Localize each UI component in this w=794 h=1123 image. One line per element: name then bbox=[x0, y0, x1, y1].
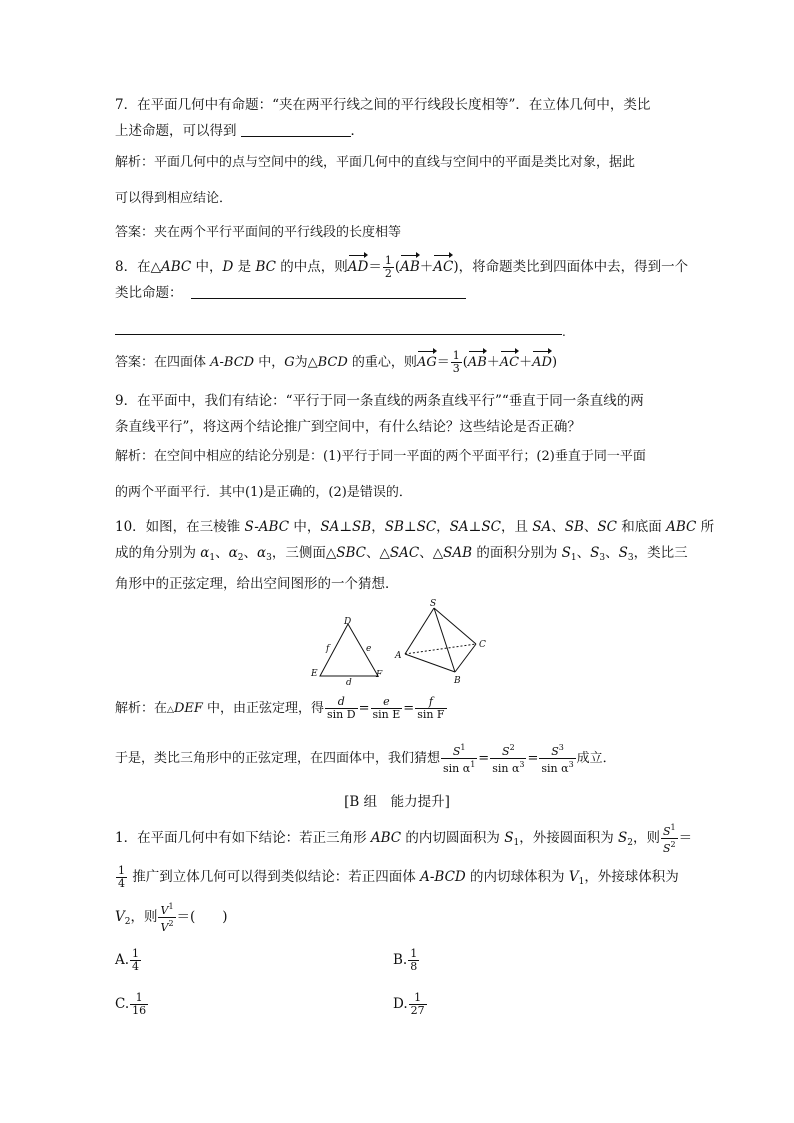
q8-answer bbox=[115, 350, 680, 376]
b1-option-b-value bbox=[408, 948, 419, 973]
q10-line3: 角形中的正弦定理，给出空间图形的一个猜想． bbox=[115, 576, 399, 592]
q8-text-6: 类比命题： bbox=[115, 285, 183, 301]
q10-conclusion bbox=[115, 742, 680, 775]
q10-analysis-line bbox=[115, 696, 680, 723]
q10-s: S bbox=[244, 519, 255, 535]
q7-stem-line1: 7．在平面几何中有命题：“夹在两平行线之间的平行线段长度相等”．在立体几何中，类比 bbox=[115, 97, 651, 113]
q8-ans-text-2: 中， bbox=[254, 355, 285, 370]
q10-sac: SAC bbox=[389, 545, 420, 561]
b1-text-7: ，外接球体积为 bbox=[584, 869, 679, 885]
q10-frac-d-den: sin D bbox=[327, 708, 356, 721]
q10-frac-f-sinf bbox=[415, 696, 446, 721]
q10-block bbox=[115, 514, 715, 597]
q10-frac-s2-den-sup: 3 bbox=[519, 760, 525, 769]
edge-sa bbox=[405, 608, 434, 654]
q9-analysis-line2: 的两个平面平行．其中(1)是正确的，(2)是错误的． bbox=[115, 485, 412, 500]
b1-ratio-v-den bbox=[158, 917, 175, 934]
q10-frac-s2-den bbox=[490, 758, 526, 775]
b1-v1: V bbox=[568, 869, 579, 885]
q8-answer-line bbox=[115, 350, 680, 376]
q10-frac-s2 bbox=[490, 742, 526, 775]
q10-eq-4: = bbox=[527, 751, 539, 766]
b1-option-c-den: 16 bbox=[132, 1004, 147, 1017]
q8-stem-line1 bbox=[115, 254, 689, 280]
q7-answer bbox=[115, 220, 680, 246]
q9-stem-line2: 条直线平行”，将这两个结论推广到空间中，有什么结论？这些结论是否正确？ bbox=[115, 419, 581, 435]
q10-frac-f-num: f bbox=[428, 695, 433, 708]
label-side-e: e bbox=[366, 644, 372, 654]
q10-frac-e-sine bbox=[371, 696, 403, 721]
q10-text-8: 、△ bbox=[366, 545, 390, 561]
b1-option-c[interactable] bbox=[115, 992, 149, 1017]
b1-v2: V bbox=[115, 909, 125, 925]
b1-quarter bbox=[116, 865, 127, 890]
q10-frac-s1-den bbox=[441, 758, 477, 775]
q10-dun-5: 、 bbox=[576, 545, 591, 561]
q8-bc: BC bbox=[255, 259, 276, 275]
q10-alpha-1-sub: 1 bbox=[209, 553, 216, 563]
b1-option-a-value bbox=[130, 948, 141, 973]
q8-text-4: 的中点，则 bbox=[275, 259, 348, 275]
q8-stem-line2 bbox=[115, 280, 680, 306]
q8-third-num: 1 bbox=[452, 349, 460, 362]
b1-option-a-label: A. bbox=[115, 952, 130, 968]
q8-text-5: ，将命题类比到四面体中去，得到一个 bbox=[458, 259, 689, 275]
q8-ans-vector-ac: AC bbox=[500, 350, 519, 376]
q10-frac-s3-sin: sin α bbox=[541, 762, 569, 775]
q8-ans-plus-2: ＋ bbox=[519, 355, 533, 370]
b1-option-c-num: 1 bbox=[135, 991, 143, 1004]
q9-stem-line1: 9．在平面中，我们有结论：“平行于同一条直线的两条直线平行”“垂直于同一条直线的两 bbox=[115, 393, 644, 409]
q9-analysis bbox=[115, 444, 680, 470]
q10-sep-2: ， bbox=[436, 519, 450, 535]
q8-vector-ad: AD bbox=[348, 254, 369, 280]
q10-s1-sub: 1 bbox=[570, 553, 577, 563]
label-b-vertex: B bbox=[454, 676, 461, 686]
b1-ratio-v-num-v: V bbox=[160, 904, 169, 917]
label-e-vertex: E bbox=[311, 669, 318, 679]
q7-answer-blank bbox=[241, 122, 351, 137]
q7-answer-text: 答案：夹在两个平行平面间的平行线段的长度相等 bbox=[115, 225, 402, 240]
b1-ratio-s-den-s: S bbox=[663, 842, 671, 855]
q8-ans-rparen: ) bbox=[551, 355, 558, 370]
q10-text-9: 、△ bbox=[419, 545, 444, 561]
b1-ratio-v-num bbox=[158, 901, 175, 917]
q10-concl-text-1: 于是，类比三角形中的正弦定理，在四面体中，我们猜想 bbox=[115, 751, 441, 766]
q10-frac-d-sind bbox=[325, 696, 358, 721]
q10-eq-3: = bbox=[478, 751, 490, 766]
label-s-vertex: S bbox=[430, 599, 437, 609]
q10-s3: S bbox=[618, 545, 628, 561]
q8-abcd: A-BCD bbox=[210, 355, 255, 370]
q8-half-num: 1 bbox=[384, 254, 392, 267]
b1-option-a-den: 4 bbox=[132, 960, 140, 973]
q8-ans-text-4: 的重心，则 bbox=[347, 355, 417, 370]
b1-text-6: 的内切球体积为 bbox=[465, 869, 569, 885]
b1-option-b-label: B. bbox=[393, 952, 408, 968]
q10-frac-s1-den-sup: 1 bbox=[470, 760, 476, 769]
b1-text-1: 1．在平面几何中有如下结论：若正三角形 bbox=[115, 830, 371, 846]
label-side-d: d bbox=[346, 678, 352, 686]
b1-option-a-num: 1 bbox=[132, 947, 140, 960]
q7-analysis bbox=[115, 150, 680, 176]
b1-ratio-s-den bbox=[661, 838, 678, 855]
q10-analysis bbox=[115, 696, 680, 723]
b1-option-b-num: 1 bbox=[410, 947, 418, 960]
q10-dun-6: 、 bbox=[605, 545, 619, 561]
q8-half-fraction bbox=[383, 255, 394, 280]
q10-frac-s2-s: S bbox=[502, 745, 510, 758]
q10-sb: SB bbox=[564, 519, 584, 535]
q10-s2-sub: 3 bbox=[599, 553, 606, 563]
q10-dun-1: 、 bbox=[551, 519, 565, 535]
edge-ab bbox=[405, 654, 455, 672]
q10-text-1: 10．如图，在三棱锥 bbox=[115, 519, 245, 535]
b1-abcd: A-BCD bbox=[420, 869, 466, 885]
q10-frac-s2-sin: sin α bbox=[492, 762, 520, 775]
b1-ratio-s-den-sup: 2 bbox=[670, 840, 676, 849]
q10-concl-text-2: 成立． bbox=[576, 751, 616, 766]
q8-vector-ab: AB bbox=[400, 254, 420, 280]
q10-eq-1: = bbox=[358, 701, 370, 716]
q10-s3-sub: 3 bbox=[627, 553, 634, 563]
q8-plus: ＋ bbox=[419, 259, 434, 275]
q10-frac-e-num: e bbox=[383, 695, 390, 708]
q10-text-5: 所 bbox=[696, 519, 715, 535]
q8-ans-text-3: 为△ bbox=[294, 355, 318, 370]
label-a-vertex: A bbox=[395, 651, 402, 661]
b1-block bbox=[115, 822, 693, 935]
q10-dun-2: 、 bbox=[583, 519, 598, 535]
triangle-def-figure bbox=[306, 614, 386, 686]
q8-half-den: 2 bbox=[384, 267, 392, 280]
q10-text-10: 的面积分别为 bbox=[472, 545, 562, 561]
q8-text-1: 8．在△ bbox=[115, 259, 161, 275]
b1-v1-sub: 1 bbox=[578, 877, 585, 887]
q8-bcd: BCD bbox=[317, 355, 348, 370]
q10-ana-text-1: 解析：在 bbox=[115, 701, 168, 716]
q10-sb-perp-sc: SB⊥SC bbox=[384, 519, 437, 535]
q10-dun-4: 、 bbox=[243, 545, 258, 561]
q10-frac-s1-s: S bbox=[452, 745, 461, 758]
b1-ratio-v bbox=[158, 901, 175, 934]
label-d-vertex: D bbox=[344, 617, 352, 627]
q10-sab: SAB bbox=[443, 545, 473, 561]
q10-frac-s3-s: S bbox=[551, 745, 559, 758]
q10-alpha-2-sub: 2 bbox=[237, 553, 244, 563]
b1-s1: S bbox=[504, 830, 514, 846]
q9-analysis-line1: 解析：在空间中相应的结论分别是：(1)平行于同一平面的两个平面平行；(2)垂直于同一平面 bbox=[115, 449, 646, 464]
q10-alpha-1: α bbox=[200, 545, 210, 561]
q10-frac-s1-num bbox=[451, 742, 468, 758]
q10-frac-s1 bbox=[441, 742, 477, 775]
q8-ans-lparen: ( bbox=[462, 355, 468, 370]
q8-equals: ＝ bbox=[368, 259, 382, 275]
q8-point-g: G bbox=[284, 355, 295, 370]
q10-abc: ABC bbox=[666, 519, 697, 535]
b1-s1-sub: 1 bbox=[513, 838, 520, 848]
q10-ana-text-2: 中，由正弦定理，得 bbox=[202, 701, 325, 716]
q10-frac-s3 bbox=[539, 742, 575, 775]
b1-ratio-v-den-sub: 2 bbox=[168, 919, 174, 928]
q10-frac-d-num: d bbox=[337, 695, 345, 708]
q8-ans-vector-ad: AD bbox=[532, 350, 552, 376]
q10-sa-perp-sc: SA⊥SC bbox=[449, 519, 501, 535]
b1-option-b-den: 8 bbox=[410, 960, 418, 973]
q10-alpha-2: α bbox=[228, 545, 238, 561]
q10-frac-s2-num bbox=[500, 742, 517, 758]
b1-text-5: 推广到立体几何可以得到类似结论：若正四面体 bbox=[128, 869, 421, 885]
q8-point-d: D bbox=[222, 259, 234, 275]
q10-text-3: ，且 bbox=[500, 519, 533, 535]
q10-ana-def: DEF bbox=[173, 701, 203, 716]
b1-option-b[interactable] bbox=[393, 948, 420, 973]
q7-analysis-line2: 可以得到相应结论． bbox=[115, 191, 233, 206]
b1-text-4: ，则 bbox=[633, 830, 660, 846]
q10-frac-s1-sup: 1 bbox=[460, 743, 466, 752]
q7-stem-line2 bbox=[115, 118, 680, 144]
q10-s2: S bbox=[590, 545, 600, 561]
b1-text-9: ＝( ) bbox=[176, 909, 228, 925]
q8-answer-blank-2 bbox=[115, 334, 562, 335]
q8-ans-equals: ＝ bbox=[436, 355, 450, 370]
b1-line1 bbox=[115, 822, 693, 856]
q10-text-6: 成的角分别为 bbox=[115, 545, 201, 561]
q7-analysis-2 bbox=[115, 186, 680, 212]
q7-analysis-line1: 解析：平面几何中的点与空间中的线，平面几何中的直线与空间中的平面是类比对象，据此 bbox=[115, 155, 636, 170]
q10-frac-e-den: sin E bbox=[372, 708, 401, 721]
q10-conclusion-line bbox=[115, 742, 680, 775]
b1-ratio-s-num bbox=[661, 822, 678, 838]
q8-ans-vector-ab: AB bbox=[468, 350, 487, 376]
q10-text-4: 和底面 bbox=[617, 519, 667, 535]
b1-ratio-s-num-sup: 1 bbox=[670, 823, 676, 832]
q7-block bbox=[115, 92, 680, 144]
q8-answer-blank-1 bbox=[191, 284, 466, 299]
q10-text-2: 中， bbox=[289, 519, 321, 535]
q8-text-2: 中， bbox=[191, 259, 223, 275]
b1-option-d-num: 1 bbox=[414, 991, 422, 1004]
q10-frac-s3-num bbox=[549, 742, 566, 758]
q8-lparen: ( bbox=[394, 259, 401, 275]
b1-v2-sub: 2 bbox=[124, 917, 131, 927]
q8-third-fraction bbox=[451, 350, 462, 375]
q10-s1: S bbox=[561, 545, 571, 561]
q8-block bbox=[115, 254, 689, 306]
q8-vector-ac: AC bbox=[433, 254, 453, 280]
q8-rparen: ) bbox=[453, 259, 459, 275]
b1-quarter-num: 1 bbox=[118, 864, 125, 877]
q10-frac-f-den: sin F bbox=[417, 708, 445, 721]
b1-option-d-value bbox=[409, 992, 427, 1017]
b1-text-2: 的内切圆面积为 bbox=[401, 830, 505, 846]
label-f-vertex: F bbox=[376, 670, 383, 680]
b1-line2 bbox=[115, 864, 680, 895]
label-side-f: f bbox=[326, 644, 330, 654]
b1-option-d-den: 27 bbox=[410, 1004, 425, 1017]
q10-line1 bbox=[115, 514, 715, 540]
q8-abc: ABC bbox=[160, 259, 192, 275]
q10-frac-s1-sin: sin α bbox=[443, 762, 471, 775]
b1-eq-1: ＝ bbox=[678, 830, 693, 846]
edge-bc bbox=[455, 644, 476, 672]
q9-block bbox=[115, 388, 680, 440]
q10-line2 bbox=[115, 540, 688, 571]
q10-ana-triangle-symbol: △ bbox=[167, 705, 174, 715]
q10-sa-perp-sb: SA⊥SB bbox=[320, 519, 372, 535]
q10-frac-s3-den-sup: 3 bbox=[568, 760, 574, 769]
label-c-vertex: C bbox=[479, 640, 486, 650]
b1-ratio-s bbox=[661, 822, 678, 855]
q10-frac-s3-den bbox=[539, 758, 575, 775]
q8-ans-text-1: 答案：在四面体 bbox=[115, 355, 211, 370]
q10-text-11: ，类比三 bbox=[633, 545, 688, 561]
q8-text-3: 是 bbox=[233, 259, 256, 275]
q10-frac-s3-sup: 3 bbox=[558, 743, 564, 752]
b1-option-a[interactable] bbox=[115, 948, 142, 973]
b1-ratio-v-num-sub: 1 bbox=[168, 902, 174, 911]
q10-text-7: ，三侧面△ bbox=[271, 545, 337, 561]
q7-period: ． bbox=[350, 123, 364, 139]
b1-ratio-s-num-s: S bbox=[663, 825, 671, 838]
pyramid-sabc-figure bbox=[392, 596, 496, 688]
q8-ans-plus-1: ＋ bbox=[486, 355, 500, 370]
q10-sbc: SBC bbox=[336, 545, 367, 561]
b1-line3 bbox=[115, 901, 680, 935]
b1-abc: ABC bbox=[370, 830, 402, 846]
b1-s2-sub: 2 bbox=[627, 838, 633, 848]
q10-alpha-3: α bbox=[257, 545, 267, 561]
b1-text-3: ，外接圆面积为 bbox=[519, 830, 619, 846]
b1-option-c-value bbox=[130, 992, 148, 1017]
q10-sa: SA bbox=[532, 519, 552, 535]
b1-option-d-label: D. bbox=[393, 996, 408, 1012]
q9-analysis-2 bbox=[115, 480, 680, 506]
q7-stem-text: 上述命题，可以得到 bbox=[115, 123, 237, 139]
edge-ac-hidden bbox=[405, 644, 476, 654]
q10-abc-suffix: -ABC bbox=[254, 519, 290, 535]
b1-text-8: ，则 bbox=[130, 909, 158, 925]
q8-vector-ag: AG bbox=[417, 350, 437, 376]
b1-ratio-v-den-v: V bbox=[160, 921, 169, 934]
q10-eq-2: = bbox=[403, 701, 415, 716]
q8-third-den: 3 bbox=[452, 362, 460, 375]
b1-option-d[interactable] bbox=[393, 992, 428, 1017]
q10-dun-3: 、 bbox=[215, 545, 229, 561]
q10-sc: SC bbox=[597, 519, 617, 535]
q10-alpha-3-sub: 3 bbox=[266, 553, 272, 563]
q10-sep-1: ， bbox=[371, 519, 385, 535]
group-b-heading: [B 组 能力提升] bbox=[344, 794, 450, 810]
q8-blank-end-dot: . bbox=[562, 325, 566, 339]
q10-frac-s2-sup: 2 bbox=[509, 743, 515, 752]
b1-option-c-label: C. bbox=[115, 996, 130, 1012]
b1-s2: S bbox=[618, 830, 628, 846]
b1-quarter-den: 4 bbox=[118, 877, 125, 890]
